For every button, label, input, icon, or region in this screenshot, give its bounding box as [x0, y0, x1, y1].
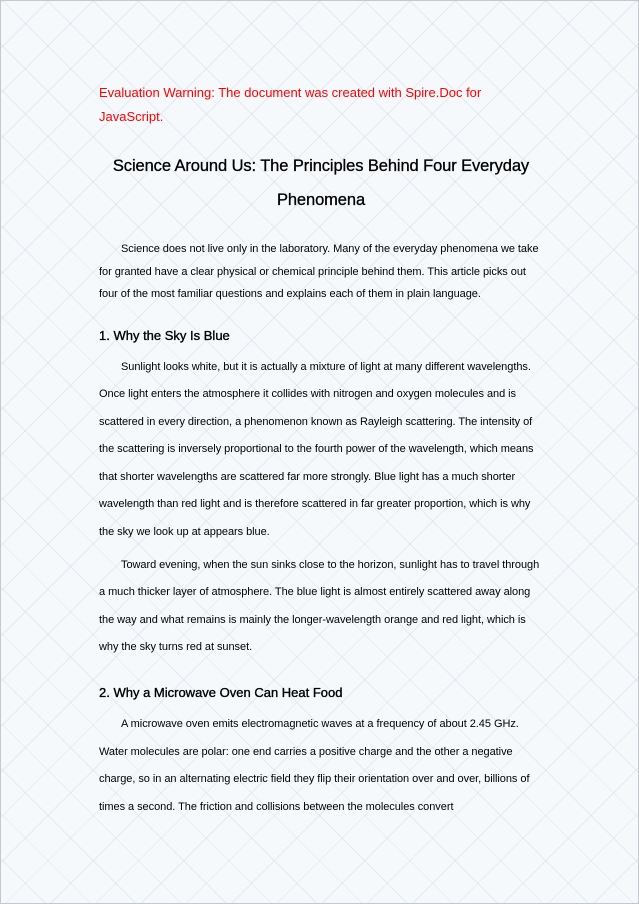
section-sky-paragraph-2: Toward evening, when the sun sinks close to the horizon, sunlight has to travel through a much thicker layer of atmosphere. The blue light is almost entirely scattered away along the way and what remains is mainly the longer-wavelength orange and red light, which is why the sky turns red at sunset. [99, 558, 540, 654]
section-heading-microwave: 2. Why a Microwave Oven Can Heat Food [99, 685, 343, 701]
section-microwave-paragraph-1: A microwave oven emits electromagnetic waves at a frequency of about 2.45 GHz. Water molecules are polar: one end carries a positive charge and the other a negative charge, so in an alternating electric field they flip their orientation over and over, billions of times a second. The friction and collisions between the molecules convert [99, 718, 530, 813]
document-title: Science Around Us: The Principles Behind Four Everyday Phenomena [112, 157, 530, 209]
section-heading-sky: 1. Why the Sky Is Blue [99, 327, 230, 343]
evaluation-warning: Evaluation Warning: The document was created with Spire.Doc for JavaScript. [99, 85, 482, 124]
section-sky-paragraph-1: Sunlight looks white, but it is actually a mixture of light at many different wavelengths. Once light enters the atmosphere it collides with nitrogen and oxygen molecules and is scattered in every direction, a phenomenon known as Rayleigh scattering. The intensity of the scattering is inversely proportional to the fourth power of the wavelength, which means that shorter wavelengths are scattered far more strongly. Blue light has a much shorter wavelength than red light and is therefore scattered in far greater proportion, which is why the sky we look up at appears blue. [99, 360, 534, 539]
document-body [99, 81, 543, 821]
intro-paragraph: Science does not live only in the laboratory. Many of the everyday phenomena we take for granted have a clear physical or chemical principle behind them. This article picks out four of the most familiar questions and explains each of them in plain language. [99, 243, 539, 300]
